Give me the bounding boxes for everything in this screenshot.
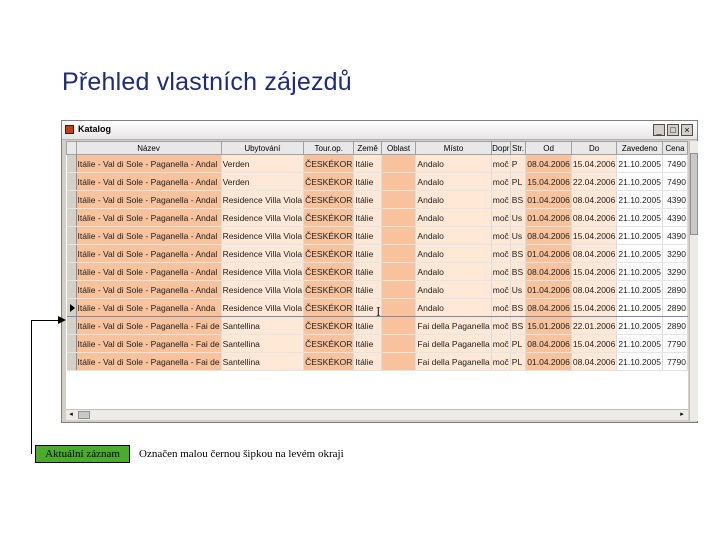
cell-zeme[interactable]: Itálie — [354, 245, 381, 263]
cell-misto[interactable]: Andalo — [416, 281, 491, 299]
cell-oblast[interactable] — [381, 299, 416, 317]
cell-doprava[interactable]: moč — [491, 353, 510, 371]
table-row[interactable] — [67, 227, 688, 245]
cell-zavedeno[interactable]: 21.10.2005 — [617, 173, 663, 191]
column-header[interactable]: Str. — [512, 143, 525, 153]
cell-ubytovani[interactable]: Santellina — [221, 335, 304, 353]
cell-od[interactable]: 15.04.2006 — [526, 173, 572, 191]
table-row[interactable] — [67, 335, 688, 353]
cell-od[interactable]: 01.04.2006 — [526, 209, 572, 227]
cell-zeme[interactable]: Itálie — [354, 317, 381, 335]
cell-cena[interactable]: 7490 — [662, 173, 687, 191]
cell-do[interactable]: 08.04.2006 — [571, 191, 617, 209]
cell-doprava[interactable]: moč — [491, 299, 510, 317]
cell-zavedeno[interactable]: 21.10.2005 — [617, 335, 663, 353]
cell-doprava[interactable]: moč — [491, 335, 510, 353]
cell-oblast[interactable] — [381, 209, 416, 227]
cell-touroperator[interactable]: ČESKÉKOR — [304, 227, 354, 245]
cell-nazev[interactable]: Itálie - Val di Sole - Paganella - Fai de — [76, 317, 221, 335]
cell-strava[interactable]: PL — [510, 335, 526, 353]
horizontal-scrollbar[interactable] — [66, 409, 688, 420]
table-body — [67, 155, 688, 371]
cell-misto[interactable]: Andalo — [416, 209, 491, 227]
cell-doprava[interactable]: moč — [491, 191, 510, 209]
cell-zavedeno[interactable]: 21.10.2005 — [617, 299, 663, 317]
horizontal-scroll-thumb[interactable] — [78, 411, 90, 419]
cell-nazev[interactable]: Itálie - Val di Sole - Paganella - Andal — [76, 281, 221, 299]
cell-touroperator[interactable]: ČESKÉKOR — [304, 263, 354, 281]
cell-nazev[interactable]: Itálie - Val di Sole - Paganella - Andal — [76, 227, 221, 245]
row-indicator[interactable] — [67, 299, 77, 317]
cell-ubytovani[interactable]: Residence Villa Viola — [221, 281, 304, 299]
cell-touroperator[interactable]: ČESKÉKOR — [304, 299, 354, 317]
cell-do[interactable]: 15.04.2006 — [571, 155, 617, 173]
cell-do[interactable]: 08.04.2006 — [571, 281, 617, 299]
cell-oblast[interactable] — [381, 173, 416, 191]
cell-od[interactable]: 08.04.2006 — [526, 155, 572, 173]
cell-zeme[interactable]: Itálie — [354, 335, 381, 353]
column-header[interactable]: Tour.op. — [304, 142, 354, 155]
cell-doprava[interactable]: moč — [491, 173, 510, 191]
cell-od[interactable]: 01.04.2006 — [526, 281, 572, 299]
cell-cena[interactable]: 3290 — [662, 263, 687, 281]
cell-misto[interactable]: Andalo — [416, 191, 491, 209]
cell-zeme[interactable]: Itálie — [354, 155, 381, 173]
cell-strava[interactable]: BS — [510, 317, 526, 335]
cell-touroperator[interactable]: ČESKÉKOR — [304, 335, 354, 353]
cell-oblast[interactable] — [381, 317, 416, 335]
app-icon — [65, 125, 74, 134]
cell-misto[interactable]: Andalo — [416, 245, 491, 263]
cell-cena[interactable]: 2890 — [662, 317, 687, 335]
annotation-description: Označen malou černou šipkou na levém okraji — [139, 448, 344, 460]
cell-oblast[interactable] — [381, 263, 416, 281]
cell-cena[interactable]: 7790 — [662, 353, 687, 371]
cell-touroperator[interactable]: ČESKÉKOR — [304, 281, 354, 299]
cell-nazev[interactable]: Itálie - Val di Sole - Paganella - Andal — [76, 155, 221, 173]
cell-nazev[interactable]: Itálie - Val di Sole - Paganella - Andal — [76, 209, 221, 227]
cell-misto[interactable]: Andalo — [416, 173, 491, 191]
table-header-row — [67, 142, 688, 155]
cell-zeme[interactable]: Itálie — [354, 209, 381, 227]
cell-zeme[interactable]: Itálie — [354, 191, 381, 209]
cell-strava[interactable]: BS — [510, 263, 526, 281]
cell-strava[interactable]: Us — [510, 281, 526, 299]
cell-cena[interactable]: 7490 — [662, 155, 687, 173]
row-indicator[interactable] — [67, 227, 77, 245]
cell-ubytovani[interactable]: Residence Villa Viola — [221, 299, 304, 317]
cell-nazev[interactable]: Itálie - Val di Sole - Paganella - Andal — [76, 263, 221, 281]
callout-arrow-icon — [58, 316, 66, 324]
table-row[interactable] — [67, 209, 688, 227]
cell-zeme[interactable]: Itálie — [354, 281, 381, 299]
cell-od[interactable]: 08.04.2006 — [526, 227, 572, 245]
cell-zavedeno[interactable]: 21.10.2005 — [617, 245, 663, 263]
cell-nazev[interactable]: Itálie - Val di Sole - Paganella - Andal — [76, 245, 221, 263]
cell-nazev[interactable]: Itálie - Val di Sole - Paganella - Fai de — [76, 335, 221, 353]
data-grid — [66, 141, 688, 419]
cell-od[interactable]: 15.01.2006 — [526, 317, 572, 335]
cell-nazev[interactable]: Itálie - Val di Sole - Paganella - Andal — [76, 173, 221, 191]
column-header[interactable]: Dopr — [492, 143, 510, 153]
cell-doprava[interactable]: moč — [491, 209, 510, 227]
window-title: Katalog — [78, 124, 112, 134]
cell-cena[interactable]: 4390 — [662, 191, 687, 209]
column-header[interactable]: Do — [571, 142, 617, 155]
row-indicator[interactable] — [67, 335, 77, 353]
cell-od[interactable]: 01.04.2006 — [526, 245, 572, 263]
cell-touroperator[interactable]: ČESKÉKOR — [304, 353, 354, 371]
cell-doprava[interactable]: moč — [491, 155, 510, 173]
cell-nazev[interactable]: Itálie - Val di Sole - Paganella - Anda — [76, 299, 221, 317]
cell-doprava[interactable]: moč — [491, 227, 510, 245]
cell-od[interactable]: 01.04.2006 — [526, 191, 572, 209]
cell-nazev[interactable]: Itálie - Val di Sole - Paganella - Andal — [76, 191, 221, 209]
column-header[interactable]: Místo — [416, 142, 491, 155]
table-row[interactable] — [67, 317, 688, 335]
cell-misto[interactable]: Andalo — [416, 227, 491, 245]
cell-strava[interactable]: PL — [510, 353, 526, 371]
cell-od[interactable]: 01.04.2006 — [526, 353, 572, 371]
cell-cena[interactable]: 7790 — [662, 335, 687, 353]
cell-zavedeno[interactable]: 21.10.2005 — [617, 317, 663, 335]
current-row-arrow-icon — [70, 304, 75, 312]
cell-ubytovani[interactable]: Verden — [221, 173, 304, 191]
cell-oblast[interactable] — [381, 227, 416, 245]
cell-do[interactable]: 08.04.2006 — [571, 245, 617, 263]
column-header[interactable]: Od — [526, 142, 572, 155]
row-indicator[interactable] — [67, 263, 77, 281]
cell-doprava[interactable]: moč — [491, 263, 510, 281]
row-indicator[interactable] — [67, 353, 77, 371]
cell-oblast[interactable] — [381, 335, 416, 353]
cell-ubytovani[interactable]: Santellina — [221, 353, 304, 371]
table-row[interactable] — [67, 173, 688, 191]
cell-zavedeno[interactable]: 21.10.2005 — [617, 209, 663, 227]
vertical-scroll-thumb[interactable] — [690, 153, 698, 235]
maximize-button[interactable]: □ — [667, 124, 679, 136]
cell-zavedeno[interactable]: 21.10.2005 — [617, 227, 663, 245]
row-indicator[interactable] — [67, 281, 77, 299]
cell-do[interactable]: 22.01.2006 — [571, 317, 617, 335]
cell-ubytovani[interactable]: Residence Villa Viola — [221, 263, 304, 281]
cell-nazev[interactable]: Itálie - Val di Sole - Paganella - Fai de — [76, 353, 221, 371]
minimize-button[interactable]: _ — [653, 124, 665, 136]
text-cursor-icon: I — [376, 305, 381, 319]
table-row[interactable] — [67, 281, 688, 299]
cell-od[interactable]: 08.04.2006 — [526, 299, 572, 317]
cell-doprava[interactable]: moč — [491, 245, 510, 263]
column-header[interactable]: Zavedeno — [617, 142, 663, 155]
cell-zeme[interactable]: Itálie — [354, 353, 381, 371]
cell-do[interactable]: 22.04.2006 — [571, 173, 617, 191]
cell-doprava[interactable]: moč — [491, 317, 510, 335]
cell-do[interactable]: 15.04.2006 — [571, 263, 617, 281]
cell-misto[interactable]: Fai della Paganella — [416, 317, 491, 335]
vertical-scrollbar[interactable] — [689, 141, 698, 421]
cell-doprava[interactable]: moč — [491, 281, 510, 299]
cell-cena[interactable]: 2890 — [662, 299, 687, 317]
table-row[interactable] — [67, 263, 688, 281]
header-corner — [67, 142, 77, 155]
cell-misto[interactable]: Fai della Paganella — [416, 335, 491, 353]
cell-strava[interactable]: Us — [510, 209, 526, 227]
window-titlebar[interactable] — [62, 121, 697, 140]
scroll-right-icon[interactable]: ▸ — [680, 411, 684, 418]
cell-misto[interactable]: Andalo — [416, 263, 491, 281]
cell-cena[interactable]: 2890 — [662, 281, 687, 299]
cell-ubytovani[interactable]: Residence Villa Viola — [221, 227, 304, 245]
cell-strava[interactable]: BS — [510, 245, 526, 263]
cell-zavedeno[interactable]: 21.10.2005 — [617, 191, 663, 209]
close-button[interactable]: × — [681, 124, 693, 136]
cell-touroperator[interactable]: ČESKÉKOR — [304, 155, 354, 173]
column-header[interactable]: Oblast — [381, 142, 416, 155]
row-indicator[interactable] — [67, 317, 77, 335]
table-row[interactable] — [67, 353, 688, 371]
row-indicator[interactable] — [67, 209, 77, 227]
cell-zeme[interactable]: Itálie — [354, 227, 381, 245]
callout-line — [31, 320, 32, 454]
katalog-window — [61, 120, 698, 423]
column-header[interactable]: Cena — [662, 142, 687, 155]
cell-zavedeno[interactable]: 21.10.2005 — [617, 263, 663, 281]
cell-oblast[interactable] — [381, 155, 416, 173]
slide-title: Přehled vlastních zájezdů — [62, 68, 352, 96]
cell-do[interactable]: 15.04.2006 — [571, 335, 617, 353]
cell-do[interactable]: 15.04.2006 — [571, 227, 617, 245]
cell-touroperator[interactable]: ČESKÉKOR — [304, 245, 354, 263]
cell-ubytovani[interactable]: Residence Villa Viola — [221, 191, 304, 209]
cell-misto[interactable]: Andalo — [416, 299, 491, 317]
table-row[interactable] — [67, 155, 688, 173]
cell-oblast[interactable] — [381, 191, 416, 209]
cell-touroperator[interactable]: ČESKÉKOR — [304, 191, 354, 209]
table-row[interactable] — [67, 191, 688, 209]
cell-ubytovani[interactable]: Residence Villa Viola — [221, 245, 304, 263]
row-indicator[interactable] — [67, 245, 77, 263]
table-row[interactable] — [67, 245, 688, 263]
cell-touroperator[interactable]: ČESKÉKOR — [304, 209, 354, 227]
row-indicator[interactable] — [67, 191, 77, 209]
cell-od[interactable]: 08.04.2006 — [526, 263, 572, 281]
cell-cena[interactable]: 4390 — [662, 209, 687, 227]
cell-strava[interactable]: PL — [510, 173, 526, 191]
cell-ubytovani[interactable]: Residence Villa Viola — [221, 209, 304, 227]
cell-zeme[interactable]: Itálie — [354, 299, 381, 317]
cell-zavedeno[interactable]: 21.10.2005 — [617, 155, 663, 173]
cell-do[interactable]: 15.04.2006 — [571, 299, 617, 317]
scroll-left-icon[interactable]: ◂ — [69, 411, 73, 418]
cell-zeme[interactable]: Itálie — [354, 173, 381, 191]
column-header[interactable]: Ubytování — [221, 142, 304, 155]
cell-touroperator[interactable]: ČESKÉKOR — [304, 173, 354, 191]
records-table — [66, 141, 688, 371]
cell-cena[interactable]: 3290 — [662, 245, 687, 263]
cell-misto[interactable]: Fai della Paganella — [416, 353, 491, 371]
cell-do[interactable]: 08.04.2006 — [571, 209, 617, 227]
cell-zavedeno[interactable]: 21.10.2005 — [617, 353, 663, 371]
cell-ubytovani[interactable]: Verden — [221, 155, 304, 173]
cell-zavedeno[interactable]: 21.10.2005 — [617, 281, 663, 299]
cell-ubytovani[interactable]: Santellina — [221, 317, 304, 335]
column-header[interactable]: Název — [76, 142, 221, 155]
annotation-label: Aktuální záznam — [35, 445, 130, 463]
cell-zeme[interactable]: Itálie — [354, 263, 381, 281]
cell-od[interactable]: 08.04.2006 — [526, 335, 572, 353]
cell-oblast[interactable] — [381, 245, 416, 263]
cell-strava[interactable]: BS — [510, 299, 526, 317]
column-header[interactable]: Země — [354, 142, 381, 155]
cell-oblast[interactable] — [381, 281, 416, 299]
cell-strava[interactable]: Us — [510, 227, 526, 245]
cell-strava[interactable]: P — [510, 155, 526, 173]
cell-misto[interactable]: Andalo — [416, 155, 491, 173]
row-indicator[interactable] — [67, 155, 77, 173]
cell-oblast[interactable] — [381, 353, 416, 371]
row-indicator[interactable] — [67, 173, 77, 191]
cell-strava[interactable]: BS — [510, 191, 526, 209]
cell-touroperator[interactable]: ČESKÉKOR — [304, 317, 354, 335]
cell-cena[interactable]: 4390 — [662, 227, 687, 245]
cell-do[interactable]: 08.04.2006 — [571, 353, 617, 371]
